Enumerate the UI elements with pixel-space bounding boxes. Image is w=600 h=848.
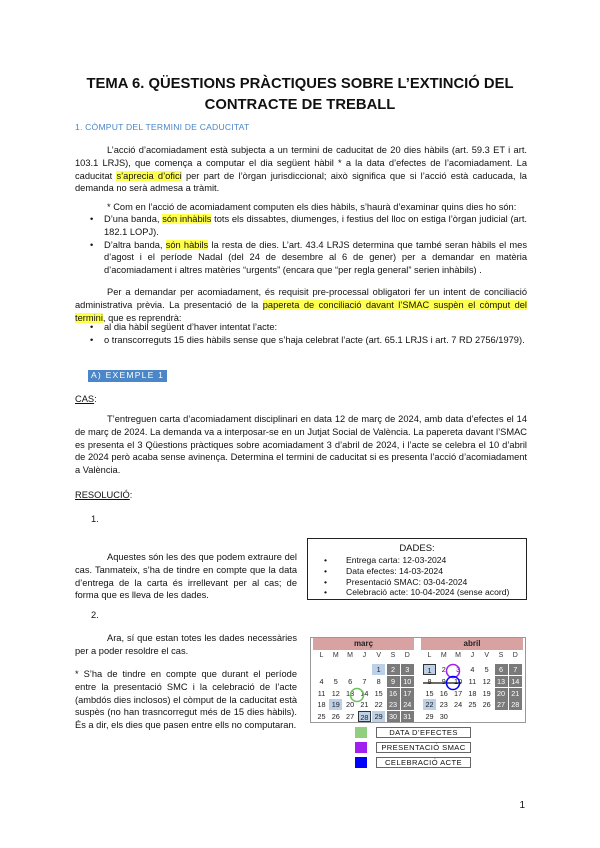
- legend-label-acte: CELEBRACIÓ ACTE: [376, 757, 471, 768]
- calendar-day: 25: [468, 700, 477, 710]
- calendar-day: 23: [439, 700, 448, 710]
- calendar-day: 2: [441, 665, 446, 674]
- month-header-april: abril: [421, 638, 523, 650]
- calendar-day: 16: [439, 688, 448, 698]
- dades-box: [307, 538, 527, 600]
- calendar-day: 4: [319, 676, 324, 686]
- calendar-legend: [355, 727, 535, 777]
- calendar-day: 7: [362, 676, 367, 686]
- weekday-header: J: [470, 652, 475, 659]
- weekday-header: D: [404, 652, 410, 659]
- weekday-header: L: [319, 652, 324, 659]
- step-2-text: Ara, sí que estan totes les dades necessàries per a poder resoldre el cas.: [75, 633, 297, 656]
- weekday-header: M: [440, 652, 447, 659]
- efectes-marker: [351, 689, 364, 702]
- list-item: • D’una banda, són inhàbils tots els dissabtes, diumenges, i festius del lloc on estiga l’òrgan judicial (art. 182.1 LOPJ).: [75, 213, 527, 239]
- calendar-day: 12: [331, 688, 340, 698]
- calendar-day: 31: [401, 711, 414, 722]
- calendar-day: 23: [387, 699, 400, 710]
- calendar-day: 5: [484, 665, 489, 674]
- calendar-day: 26: [482, 700, 491, 710]
- calendar-day: 3: [456, 665, 461, 674]
- calendar-day: 21: [509, 688, 522, 699]
- calendar-day: 1: [372, 664, 385, 675]
- legend-label-smac: PRESENTACIÓ SMAC: [376, 742, 471, 753]
- legend-swatch-acte: [355, 757, 367, 768]
- paragraph-caducitat: L’acció d’acomiadament està subjecta a un termini de caducitat de 20 dies hàbils (art. 59.3 ET i art. 103.1 LRJS), que comença a computar el dia següent hàbil * a la data d’efectes de l’acomiadament. La caducitat s’aprecia d’ofici per part de l’òrgan jurisdiccional; això significa que si l’acció està caducada, la demanda no serà admesa a tràmit.: [75, 145, 527, 194]
- calendar-day: 19: [482, 688, 491, 698]
- weekday-header: V: [484, 652, 490, 659]
- calendar-day: 15: [374, 688, 383, 698]
- calendar-day: 8: [376, 676, 381, 686]
- paragraph-dies-habils: * Com en l’acció de acomiadament computen els dies hàbils, s’haurà d’examinar quins dies ho són:: [107, 202, 517, 212]
- step-1-text: Aquestes són les des que podem extraure del cas. Tanmateix, s’ha de tindre en compte que la data d’entrega de la carta és irrellevant per al cas; de forma que es lleva de les dades.: [75, 552, 297, 601]
- weekday-header: V: [376, 652, 382, 659]
- calendar-day: 14: [509, 676, 522, 687]
- calendar-day: 30: [387, 711, 400, 722]
- calendar-day: 16: [387, 688, 400, 699]
- page-title: TEMA 6. QÜESTIONS PRÀCTIQUES SOBRE L’EXTINCIÓ DEL CONTRACTE DE TREBALL: [86, 76, 514, 113]
- calendar-day: 6: [495, 664, 508, 675]
- calendar-day: 1: [423, 664, 436, 675]
- weekday-header: M: [347, 652, 354, 659]
- calendar-day: 13: [495, 676, 508, 687]
- calendar-day: 12: [482, 676, 491, 686]
- highlight: papereta de conciliació davant l’SMAC suspèn el còmput del termini: [75, 299, 527, 323]
- section-heading: 1. CÒMPUT DEL TERMINI DE CADUCITAT: [75, 122, 250, 132]
- paragraph-conciliacio: Per a demandar per acomiadament, és requisit pre-processal obligatori fer un intent de conciliació administrativa prèvia. La presentació de la papereta de conciliació davant l’SMAC suspèn el còmput del termini, que es reprendrà:: [75, 287, 527, 323]
- cas-text: T’entreguen carta d’acomiadament disciplinari en data 12 de març de 2024, amb data d’efectes el 14 de març de 2024. La demanda va a interposar-se en un Jutjat Social de València. La papereta davant l’SMAC es presenta el 3 Qüestions pràctiques sobre acomiadament 3 d’abril de 2024, i l’acte se celebra el 10 d’abril de 2024 però acaba sense avinença. Determina el termini de caducitat si es presenta l’acció d’acomiadament a València.: [75, 414, 527, 476]
- calendar-day: 22: [374, 700, 383, 710]
- dades-item: • Celebració acte: 10-04-2024 (sense acord): [308, 587, 526, 598]
- calendar-day: 24: [454, 700, 463, 710]
- step-2-note: * S’ha de tindre en compte que durant el període entre la presentació SMC i la celebració de l’acte (ambdós dies inclosos) el còmput de la caducitat està suspès (no han trasncorregut més de 15 dies hàbils). És a dir, els dies que pasen entre ells no computaran.: [75, 669, 297, 731]
- calendar-day: 10: [401, 676, 414, 687]
- legend-swatch-smac: [355, 742, 367, 753]
- calendar-day: 9: [387, 676, 400, 687]
- calendar-day: 15: [425, 688, 434, 698]
- list-item: • al dia hàbil següent d’haver intentat l’acte:: [75, 321, 527, 334]
- calendar-day: 18: [468, 688, 477, 698]
- calendar-day: 18: [317, 700, 326, 710]
- calendar-day: 17: [401, 688, 414, 699]
- step-2-number: 2.: [91, 610, 99, 620]
- weekday-header: M: [455, 652, 462, 659]
- calendar-day: 19: [329, 699, 342, 710]
- calendar-day: 5: [333, 676, 338, 686]
- calendar-day: 14: [360, 688, 369, 698]
- step-1-number: 1.: [91, 514, 99, 524]
- calendar-day: 27: [495, 699, 508, 710]
- calendar-day: 4: [470, 665, 475, 674]
- month-header-march: març: [313, 638, 414, 650]
- calendar-day: 22: [423, 699, 436, 710]
- calendar-day: 11: [317, 688, 326, 698]
- weekday-header: J: [362, 652, 367, 659]
- calendar-day: 27: [346, 712, 355, 722]
- calendar-day: 3: [401, 664, 414, 675]
- example-heading: A) EXEMPLE 1: [88, 370, 167, 382]
- calendar-day: 20: [495, 688, 508, 699]
- calendar-day: 29: [425, 712, 434, 722]
- legend-label-efectes: DATA D’EFECTES: [376, 727, 471, 738]
- weekday-header: L: [427, 652, 432, 659]
- legend-swatch-efectes: [355, 727, 367, 738]
- calendar-day: 6: [348, 676, 353, 686]
- list-item: • o transcorreguts 15 dies hàbils sense que s’haja celebrat l’acte (art. 65.1 LRJS i art. 7 RD 2756/1979).: [75, 334, 527, 347]
- weekday-header: D: [512, 652, 518, 659]
- calendar-day: 17: [454, 688, 463, 698]
- calendar-day: 9: [441, 676, 446, 686]
- calendar-day: 29: [372, 711, 385, 722]
- calendar-day: 26: [331, 712, 340, 722]
- weekday-header: S: [498, 652, 504, 659]
- calendar-day: 28: [509, 699, 522, 710]
- smac-marker: [447, 665, 460, 678]
- calendar-day: 21: [360, 700, 369, 710]
- weekday-header: S: [390, 652, 396, 659]
- dades-item: • Entrega carta: 12-03-2024: [308, 555, 526, 566]
- bullet-list-repren: [75, 321, 527, 347]
- weekday-header: M: [332, 652, 339, 659]
- calendar-day: 8: [427, 676, 432, 686]
- dades-heading: DADES:: [399, 543, 435, 554]
- calendar-day: 11: [468, 676, 477, 686]
- cas-label: CAS:: [75, 394, 97, 404]
- list-item: • D’altra banda, són hàbils la resta de dies. L’art. 43.4 LRJS determina que també seran hàbils el mes d’agost i el període Nadal (del 24 de desembre al 6 de gener) per a demandar en matèria d’acomiadament i altres matèries “urgents” (encara que “per regla general” serien inhàbils) .: [75, 239, 527, 277]
- calendar: [310, 637, 526, 723]
- calendar-day: 30: [439, 712, 448, 722]
- bullet-list-habils: [75, 213, 527, 277]
- calendar-day: 7: [509, 664, 522, 675]
- dades-item: • Data efectes: 14-03-2024: [308, 566, 526, 577]
- calendar-day: 28: [358, 711, 371, 722]
- resolucio-label: RESOLUCIÓ:: [75, 490, 133, 500]
- calendar-day: 20: [346, 700, 355, 710]
- calendar-day: 2: [387, 664, 400, 675]
- calendar-day: 13: [346, 688, 355, 698]
- dades-item: • Presentació SMAC: 03-04-2024: [308, 577, 526, 588]
- highlight: s’aprecia d’ofici: [116, 170, 182, 181]
- calendar-day: 25: [317, 712, 326, 722]
- page-number: 1: [519, 800, 525, 811]
- calendar-annotations: [311, 638, 525, 722]
- calendar-day: 10: [454, 676, 463, 686]
- calendar-day: 24: [401, 699, 414, 710]
